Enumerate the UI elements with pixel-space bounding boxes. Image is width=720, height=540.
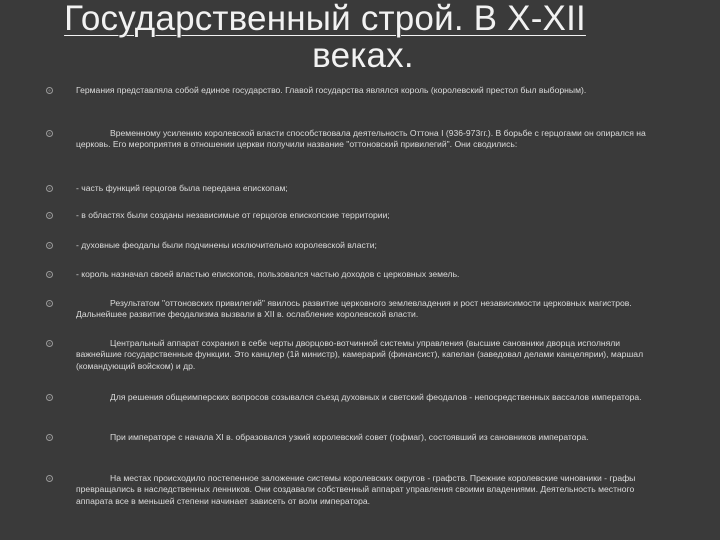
bullet-text: Результатом "оттоновских привилегий" явилось развитие церковного землевладения и рост независимости церковных магистров. Дальнейшее развитие феодализма вызвали в XII в. ослабление королевской власти. bbox=[76, 298, 632, 320]
bullet-icon bbox=[46, 340, 53, 347]
bullet-text: - король назначал своей властью епископов, пользовался частью доходов с церковных земель. bbox=[76, 269, 460, 279]
bullet-text: На местах происходило постепенное заложение системы королевских округов - графств. Прежние королевские чиновники - графы превращались в наследственных ленников. Они создавали собственный аппарат управления своими владениями. Деятельность местного аппарата все в меньшей степени начинает зависеть от воли императора. bbox=[76, 473, 636, 506]
bullet-icon bbox=[46, 434, 53, 441]
bullet-icon bbox=[46, 271, 53, 278]
bullet-text: Временному усилению королевской власти способствовала деятельность Оттона I (936-973гг.). В борьбе с герцогами он опирался на церковь. Его мероприятия в отношении церкви получили название "оттоновский привилегий". Они сводились: bbox=[76, 128, 646, 150]
bullet-icon bbox=[46, 242, 53, 249]
slide-title bbox=[40, 0, 610, 74]
bullet-icon bbox=[46, 130, 53, 137]
bullet-icon bbox=[46, 185, 53, 192]
bullet-text: Центральный аппарат сохранил в себе черты дворцово-вотчинной системы управления (высшие сановники дворца исполняли важнейшие государственные функции. Это канцлер (1й министр), камерарий (финансист), капелан (заведовал делами канцелярии), маршал (командующий войском) и др. bbox=[76, 338, 644, 371]
bullet-text: Для решения общеимперских вопросов созывался съезд духовных и светский феодалов - непосредственных вассалов императора. bbox=[110, 392, 642, 402]
bullet-text: - в областях были созданы независимые от герцогов епископские территории; bbox=[76, 210, 390, 220]
bullet-text: - духовные феодалы были подчинены исключительно королевской власти; bbox=[76, 240, 377, 250]
bullet-icon bbox=[46, 394, 53, 401]
bullet-icon bbox=[46, 300, 53, 307]
bullet-text: Германия представляла собой единое государство. Главой государства являлся король (королевский престол был выборным). bbox=[76, 85, 587, 95]
bullet-icon bbox=[46, 475, 53, 482]
bullet-icon bbox=[46, 212, 53, 219]
bullet-icon bbox=[46, 87, 53, 94]
slide-title-line-1: Государственный строй. В X-XII bbox=[64, 0, 586, 38]
slide-title-line-2: веках. bbox=[312, 36, 414, 75]
bullet-text: - часть функций герцогов была передана епископам; bbox=[76, 183, 288, 193]
bullet-text: При императоре с начала XI в. образовался узкий королевский совет (гофмаг), состоявший из сановников императора. bbox=[110, 432, 589, 442]
